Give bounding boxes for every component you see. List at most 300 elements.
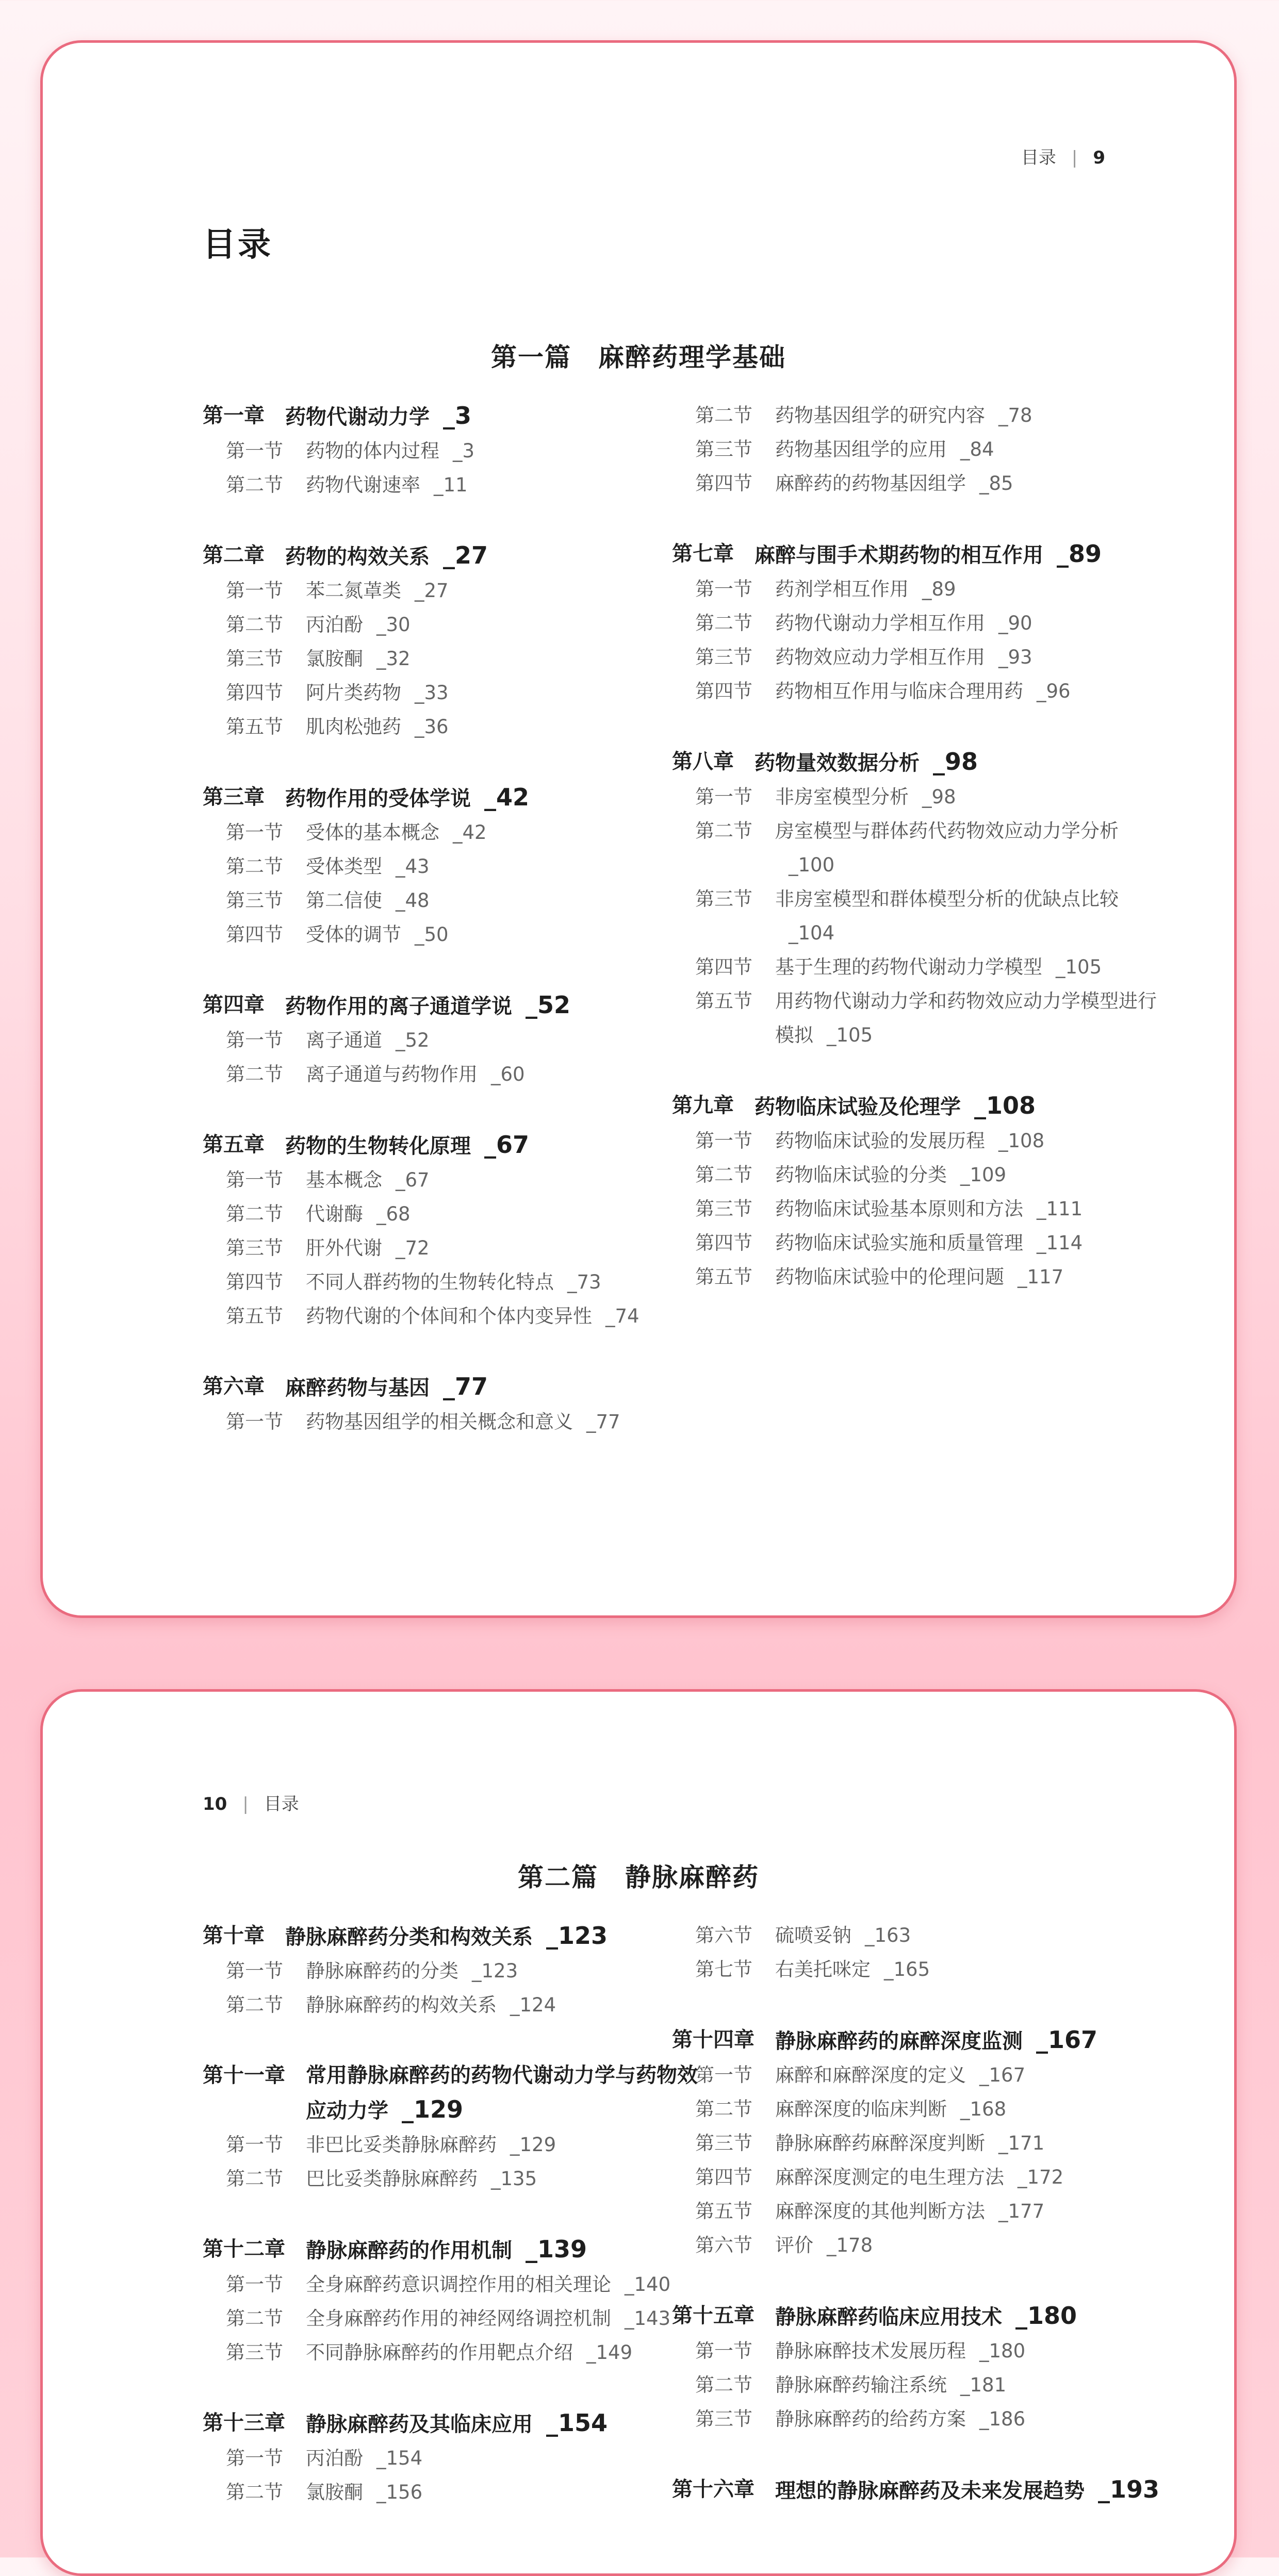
section-title: 麻醉药的药物基因组学 xyxy=(775,472,966,494)
page-number: 9 xyxy=(1093,147,1105,168)
chapter-entry[interactable] xyxy=(672,745,1167,780)
section-title-wrap xyxy=(775,950,1167,984)
chapter-entry[interactable] xyxy=(203,538,698,574)
section-title-wrap xyxy=(306,1197,698,1231)
section-title-wrap xyxy=(775,2058,1167,2092)
section-title: 麻醉深度的其他判断方法 xyxy=(775,2200,985,2222)
chapter-entry[interactable] xyxy=(203,1919,698,1954)
chapter-page: _154 xyxy=(546,2409,608,2437)
section-title-wrap xyxy=(775,984,1167,1052)
section-entry[interactable] xyxy=(203,2336,698,2370)
section-number: 第二节 xyxy=(226,2307,283,2330)
section-entry[interactable] xyxy=(203,2268,698,2302)
section-title: 药物临床试验实施和质量管理 xyxy=(775,1232,1023,1254)
chapter-title-wrap xyxy=(775,2023,1167,2058)
section-title: 非房室模型和群体模型分析的优缺点比较 xyxy=(775,888,1119,910)
section-title-wrap xyxy=(306,1405,698,1439)
section-number: 第一节 xyxy=(226,1960,283,1982)
toc-page-card xyxy=(40,40,1237,1618)
section-title-wrap xyxy=(775,399,1167,433)
section-title: 右美托咪定 xyxy=(775,1958,871,1980)
chapter-entry[interactable] xyxy=(203,2406,698,2441)
section-title-wrap xyxy=(306,1023,698,1058)
section-page: _104 xyxy=(789,922,835,944)
chapter-entry[interactable] xyxy=(203,988,698,1023)
section-title: 第二信使 xyxy=(306,889,382,912)
section-entry[interactable] xyxy=(203,2128,698,2162)
section-title: 苯二氮䓬类 xyxy=(306,580,401,602)
section-page: _42 xyxy=(453,821,487,844)
chapter-number: 第七章 xyxy=(672,542,734,566)
section-page: _109 xyxy=(960,1164,1007,1186)
section-title-wrap xyxy=(775,2368,1167,2402)
section-number: 第四节 xyxy=(695,956,752,978)
section-page: _67 xyxy=(396,1169,430,1191)
section-number: 第四节 xyxy=(695,2166,752,2188)
section-entry[interactable] xyxy=(203,2441,698,2475)
section-entry[interactable] xyxy=(672,1226,1167,1260)
section-title: 氯胺酮 xyxy=(306,2481,363,2503)
chapter-entry[interactable] xyxy=(672,2299,1167,2334)
section-number: 第六节 xyxy=(695,1924,752,1946)
chapter-entry[interactable] xyxy=(672,2472,1167,2508)
section-title-wrap xyxy=(775,1226,1167,1260)
section-page: _68 xyxy=(376,1203,411,1225)
section-title: 房室模型与群体药代药物效应动力学分析 xyxy=(775,820,1119,842)
chapter-entry[interactable] xyxy=(203,780,698,816)
section-number: 第二节 xyxy=(226,855,283,878)
section-title-wrap xyxy=(775,814,1167,882)
section-number: 第二节 xyxy=(695,2098,752,2120)
section-entry[interactable] xyxy=(672,1953,1167,1987)
chapter-title: 药物作用的受体学说 xyxy=(285,787,471,811)
chapter-page: _77 xyxy=(443,1373,488,1400)
section-title-wrap xyxy=(775,882,1167,950)
section-title: 氯胺酮 xyxy=(306,648,363,670)
chapter-block xyxy=(672,2299,1167,2436)
section-entry[interactable] xyxy=(203,1265,698,1299)
section-entry[interactable] xyxy=(203,1299,698,1333)
section-title-wrap xyxy=(306,884,698,918)
chapter-entry[interactable] xyxy=(203,1369,698,1405)
section-entry[interactable] xyxy=(672,674,1167,708)
section-page: _167 xyxy=(979,2064,1026,2086)
section-page: _85 xyxy=(979,472,1013,494)
chapter-title-wrap xyxy=(755,1088,1167,1124)
section-entry[interactable] xyxy=(203,676,698,710)
section-title-wrap xyxy=(775,2228,1167,2263)
section-entry[interactable] xyxy=(203,608,698,642)
section-number: 第一节 xyxy=(226,1411,283,1433)
section-title: 药物代谢动力学相互作用 xyxy=(775,612,985,634)
chapter-title: 静脉麻醉药的作用机制 xyxy=(306,2239,512,2263)
section-title-wrap xyxy=(775,1260,1167,1294)
section-entry[interactable] xyxy=(672,950,1167,984)
section-title: 静脉麻醉药麻醉深度判断 xyxy=(775,2132,985,2154)
section-page: _73 xyxy=(567,1271,601,1293)
section-title-wrap xyxy=(306,710,698,744)
section-entry[interactable] xyxy=(672,814,1167,882)
section-title: 药物基因组学的应用 xyxy=(775,438,947,460)
section-title-wrap xyxy=(775,1919,1167,1953)
section-title: 肌肉松弛药 xyxy=(306,716,401,738)
section-entry[interactable] xyxy=(203,1954,698,1988)
section-title: 受体的基本概念 xyxy=(306,821,439,844)
section-number: 第一节 xyxy=(695,1130,752,1152)
section-title-wrap xyxy=(306,850,698,884)
section-page: _114 xyxy=(1037,1232,1083,1254)
section-entry[interactable] xyxy=(672,780,1167,814)
section-entry[interactable] xyxy=(672,2058,1167,2092)
section-title-wrap xyxy=(306,1231,698,1265)
part-title: 第二篇 静脉麻醉药 xyxy=(518,1862,759,1892)
section-title: 药物基因组学的相关概念和意义 xyxy=(306,1411,573,1433)
chapter-title: 静脉麻醉药的麻醉深度监测 xyxy=(775,2029,1023,2053)
section-entry[interactable] xyxy=(203,2475,698,2509)
section-entry[interactable] xyxy=(672,2092,1167,2126)
chapter-title: 静脉麻醉药临床应用技术 xyxy=(775,2305,1002,2329)
chapter-block xyxy=(672,2472,1167,2508)
section-title: 丙泊酚 xyxy=(306,2447,363,2469)
chapter-page: _129 xyxy=(402,2095,464,2123)
section-page: _93 xyxy=(998,646,1032,668)
section-title: 全身麻醉药意识调控作用的相关理论 xyxy=(306,2273,611,2296)
section-title: 受体类型 xyxy=(306,855,382,878)
section-title: 静脉麻醉药的给药方案 xyxy=(775,2408,966,2430)
section-entry[interactable] xyxy=(203,1197,698,1231)
section-entry[interactable] xyxy=(672,2368,1167,2402)
section-page: _36 xyxy=(415,716,449,738)
section-number: 第二节 xyxy=(695,404,752,426)
chapter-entry[interactable] xyxy=(672,537,1167,572)
section-entry[interactable] xyxy=(203,2302,698,2336)
section-title-wrap xyxy=(775,640,1167,674)
chapter-entry[interactable] xyxy=(203,2232,698,2268)
chapter-page: _139 xyxy=(526,2235,587,2263)
chapter-number: 第十六章 xyxy=(672,2478,755,2501)
chapter-number: 第十章 xyxy=(203,1924,265,1947)
section-page: _78 xyxy=(998,404,1032,426)
section-page: _111 xyxy=(1037,1198,1083,1220)
section-page: _135 xyxy=(491,2168,537,2190)
running-header xyxy=(203,1790,299,1815)
section-entry[interactable] xyxy=(203,710,698,744)
section-number: 第四节 xyxy=(695,1232,752,1254)
section-entry[interactable] xyxy=(203,1231,698,1265)
chapter-block xyxy=(203,399,698,502)
chapter-title-wrap xyxy=(285,1128,698,1163)
section-title: 麻醉深度测定的电生理方法 xyxy=(775,2166,1004,2188)
section-entry[interactable] xyxy=(203,642,698,676)
chapter-title-wrap xyxy=(775,2472,1167,2508)
section-title: 药物代谢速率 xyxy=(306,474,420,496)
section-title-wrap xyxy=(306,2475,698,2509)
section-title-wrap xyxy=(306,2336,698,2370)
section-title-wrap xyxy=(775,606,1167,640)
section-entry[interactable] xyxy=(672,882,1167,950)
chapter-title: 药物的构效关系 xyxy=(285,545,430,569)
chapter-block xyxy=(672,745,1167,1052)
section-number: 第一节 xyxy=(226,2134,283,2156)
running-header xyxy=(1021,143,1105,169)
section-title-wrap xyxy=(775,2402,1167,2436)
section-number: 第二节 xyxy=(695,1164,752,1186)
chapter-block xyxy=(203,538,698,744)
section-page: _60 xyxy=(491,1063,525,1085)
section-number: 第二节 xyxy=(226,474,283,496)
section-number: 第二节 xyxy=(226,2481,283,2503)
chapter-number: 第一章 xyxy=(203,404,265,427)
section-entry[interactable] xyxy=(672,984,1167,1052)
chapter-page: _167 xyxy=(1036,2026,1098,2054)
section-page: _33 xyxy=(415,682,449,704)
section-title: 阿片类药物 xyxy=(306,682,401,704)
section-entry[interactable] xyxy=(203,574,698,608)
section-title: 药物效应动力学相互作用 xyxy=(775,646,985,668)
chapter-block xyxy=(203,1369,698,1439)
section-title: 丙泊酚 xyxy=(306,614,363,636)
section-page: _105 xyxy=(827,1024,873,1046)
section-entry[interactable] xyxy=(672,572,1167,606)
section-title: 药剂学相互作用 xyxy=(775,578,909,600)
section-entry[interactable] xyxy=(203,816,698,850)
section-title-wrap xyxy=(775,2194,1167,2228)
section-title-wrap xyxy=(775,467,1167,501)
section-title: 静脉麻醉技术发展历程 xyxy=(775,2340,966,2362)
chapter-title-wrap xyxy=(755,537,1167,572)
section-entry[interactable] xyxy=(203,1988,698,2022)
section-page: _140 xyxy=(625,2273,671,2296)
section-title: 不同静脉麻醉药的作用靶点介绍 xyxy=(306,2341,573,2364)
chapter-page: _180 xyxy=(1015,2302,1077,2330)
chapter-title: 麻醉药物与基因 xyxy=(285,1376,430,1400)
chapter-block xyxy=(672,1919,1167,1987)
section-title: 药物的体内过程 xyxy=(306,440,439,462)
section-title-wrap xyxy=(306,918,698,952)
section-entry[interactable] xyxy=(672,2194,1167,2228)
chapter-number: 第三章 xyxy=(203,785,265,809)
chapter-number: 第八章 xyxy=(672,750,734,773)
section-number: 第五节 xyxy=(695,2200,752,2222)
section-title-wrap xyxy=(775,1192,1167,1226)
section-number: 第三节 xyxy=(226,1237,283,1259)
section-entry[interactable] xyxy=(203,1405,698,1439)
running-header-label: 目录 xyxy=(264,1794,299,1814)
section-entry[interactable] xyxy=(672,433,1167,467)
section-entry[interactable] xyxy=(672,2402,1167,2436)
section-title-wrap xyxy=(775,1953,1167,1987)
section-entry[interactable] xyxy=(672,606,1167,640)
chapter-entry[interactable] xyxy=(672,1088,1167,1124)
chapter-page: _89 xyxy=(1057,540,1102,568)
section-entry[interactable] xyxy=(672,2228,1167,2263)
section-page: _27 xyxy=(415,580,449,602)
section-number: 第四节 xyxy=(226,923,283,946)
section-number: 第二节 xyxy=(226,1203,283,1225)
section-entry[interactable] xyxy=(203,918,698,952)
section-title: 用药物代谢动力学和药物效应动力学模型进行模拟 xyxy=(775,990,1157,1046)
section-entry[interactable] xyxy=(203,434,698,468)
section-title-wrap xyxy=(306,816,698,850)
section-entry[interactable] xyxy=(672,640,1167,674)
section-title-wrap xyxy=(306,2162,698,2196)
section-number: 第四节 xyxy=(226,1271,283,1293)
section-title-wrap xyxy=(775,2126,1167,2160)
section-number: 第一节 xyxy=(695,2064,752,2086)
section-page: _77 xyxy=(586,1411,620,1433)
section-page: _180 xyxy=(979,2340,1026,2362)
section-page: _84 xyxy=(960,438,994,460)
section-title: 评价 xyxy=(775,2234,813,2256)
chapter-entry[interactable] xyxy=(203,399,698,434)
section-page: _186 xyxy=(979,2408,1026,2430)
page-number: 10 xyxy=(203,1794,227,1814)
section-title: 受体的调节 xyxy=(306,923,401,946)
section-title: 硫喷妥钠 xyxy=(775,1924,851,1946)
chapter-entry[interactable] xyxy=(203,1128,698,1163)
chapter-block xyxy=(203,780,698,952)
chapter-page: _98 xyxy=(933,748,978,775)
section-title-wrap xyxy=(775,2092,1167,2126)
section-number: 第六节 xyxy=(695,2234,752,2256)
section-title-wrap xyxy=(306,2268,698,2302)
running-header-separator: | xyxy=(1071,147,1078,168)
chapter-block xyxy=(203,2232,698,2370)
chapter-title: 静脉麻醉药及其临床应用 xyxy=(306,2413,533,2436)
chapter-block xyxy=(672,1088,1167,1294)
section-number: 第二节 xyxy=(695,820,752,842)
chapter-title-wrap xyxy=(285,1919,698,1954)
section-entry[interactable] xyxy=(672,2334,1167,2368)
section-number: 第三节 xyxy=(695,646,752,668)
section-number: 第二节 xyxy=(226,2168,283,2190)
section-page: _156 xyxy=(376,2481,423,2503)
section-page: _181 xyxy=(960,2374,1007,2396)
section-page: _43 xyxy=(396,855,430,878)
section-title: 麻醉深度的临床判断 xyxy=(775,2098,947,2120)
section-entry[interactable] xyxy=(672,467,1167,501)
chapter-number: 第二章 xyxy=(203,543,265,567)
chapter-title: 药物代谢动力学 xyxy=(285,405,430,429)
section-entry[interactable] xyxy=(203,1023,698,1058)
chapter-block xyxy=(203,1919,698,2022)
section-title: 全身麻醉药作用的神经网络调控机制 xyxy=(306,2307,611,2330)
section-page: _124 xyxy=(510,1994,556,2016)
section-title-wrap xyxy=(306,1299,698,1333)
section-title-wrap xyxy=(306,2441,698,2475)
section-entry[interactable] xyxy=(203,1163,698,1197)
chapter-page: _42 xyxy=(484,783,530,811)
chapter-entry[interactable] xyxy=(203,2058,698,2128)
section-number: 第三节 xyxy=(695,2408,752,2430)
section-page: _177 xyxy=(998,2200,1045,2222)
section-title-wrap xyxy=(306,1265,698,1299)
section-entry[interactable] xyxy=(672,1919,1167,1953)
section-title-wrap xyxy=(306,434,698,468)
section-number: 第一节 xyxy=(695,786,752,808)
section-title: 药物代谢的个体间和个体内变异性 xyxy=(306,1305,592,1327)
section-title-wrap xyxy=(306,2302,698,2336)
section-page: _143 xyxy=(625,2307,671,2330)
chapter-block xyxy=(672,399,1167,501)
chapter-title-wrap xyxy=(755,745,1167,780)
section-title-wrap xyxy=(306,1163,698,1197)
section-number: 第三节 xyxy=(226,2341,283,2364)
section-title-wrap xyxy=(306,1954,698,1988)
section-entry[interactable] xyxy=(203,468,698,502)
chapter-number: 第十四章 xyxy=(672,2028,755,2052)
section-number: 第二节 xyxy=(226,1994,283,2016)
chapter-number: 第六章 xyxy=(203,1375,265,1398)
section-title: 巴比妥类静脉麻醉药 xyxy=(306,2168,478,2190)
chapter-title-wrap xyxy=(285,780,698,816)
chapter-title-wrap xyxy=(285,988,698,1023)
section-number: 第一节 xyxy=(695,2340,752,2362)
section-page: _149 xyxy=(586,2341,633,2364)
section-entry[interactable] xyxy=(672,1124,1167,1158)
chapter-page: _52 xyxy=(526,991,571,1019)
section-title-wrap xyxy=(306,608,698,642)
chapter-page: _27 xyxy=(443,541,488,569)
section-page: _74 xyxy=(605,1305,640,1327)
section-title: 基本概念 xyxy=(306,1169,382,1191)
section-number: 第四节 xyxy=(226,682,283,704)
chapter-title: 药物量效数据分析 xyxy=(755,751,920,775)
section-entry[interactable] xyxy=(203,2162,698,2196)
section-page: _168 xyxy=(960,2098,1007,2120)
section-title: 非房室模型分析 xyxy=(775,786,909,808)
section-number: 第三节 xyxy=(226,648,283,670)
section-title-wrap xyxy=(306,642,698,676)
part-title: 第一篇 麻醉药理学基础 xyxy=(491,342,786,372)
section-title: 代谢酶 xyxy=(306,1203,363,1225)
chapter-number: 第十二章 xyxy=(203,2237,285,2261)
section-entry[interactable] xyxy=(672,1192,1167,1226)
section-entry[interactable] xyxy=(203,884,698,918)
chapter-title-wrap xyxy=(285,538,698,574)
section-title: 静脉麻醉药的分类 xyxy=(306,1960,458,1982)
section-number: 第一节 xyxy=(226,580,283,602)
section-entry[interactable] xyxy=(672,1158,1167,1192)
section-entry[interactable] xyxy=(672,2126,1167,2160)
chapter-number: 第十五章 xyxy=(672,2304,755,2327)
toc-column-left xyxy=(203,1919,698,2546)
section-entry[interactable] xyxy=(672,1260,1167,1294)
section-entry[interactable] xyxy=(672,399,1167,433)
section-number: 第一节 xyxy=(226,2273,283,2296)
chapter-page: _108 xyxy=(974,1092,1036,1119)
section-title: 非巴比妥类静脉麻醉药 xyxy=(306,2134,497,2156)
chapter-number: 第四章 xyxy=(203,993,265,1017)
section-entry[interactable] xyxy=(672,2160,1167,2194)
section-number: 第二节 xyxy=(226,1063,283,1085)
section-entry[interactable] xyxy=(203,1058,698,1092)
section-page: _11 xyxy=(434,474,468,496)
section-page: _154 xyxy=(376,2447,423,2469)
chapter-block xyxy=(203,988,698,1092)
section-page: _72 xyxy=(396,1237,430,1259)
chapter-number: 第十三章 xyxy=(203,2411,285,2435)
section-number: 第七节 xyxy=(695,1958,752,1980)
section-number: 第五节 xyxy=(226,1305,283,1327)
section-title-wrap xyxy=(775,2334,1167,2368)
chapter-entry[interactable] xyxy=(672,2023,1167,2058)
section-entry[interactable] xyxy=(203,850,698,884)
section-title: 药物临床试验的分类 xyxy=(775,1164,947,1186)
section-title: 药物基因组学的研究内容 xyxy=(775,404,985,426)
chapter-block xyxy=(672,2023,1167,2263)
toc-page-card xyxy=(40,1689,1237,2576)
